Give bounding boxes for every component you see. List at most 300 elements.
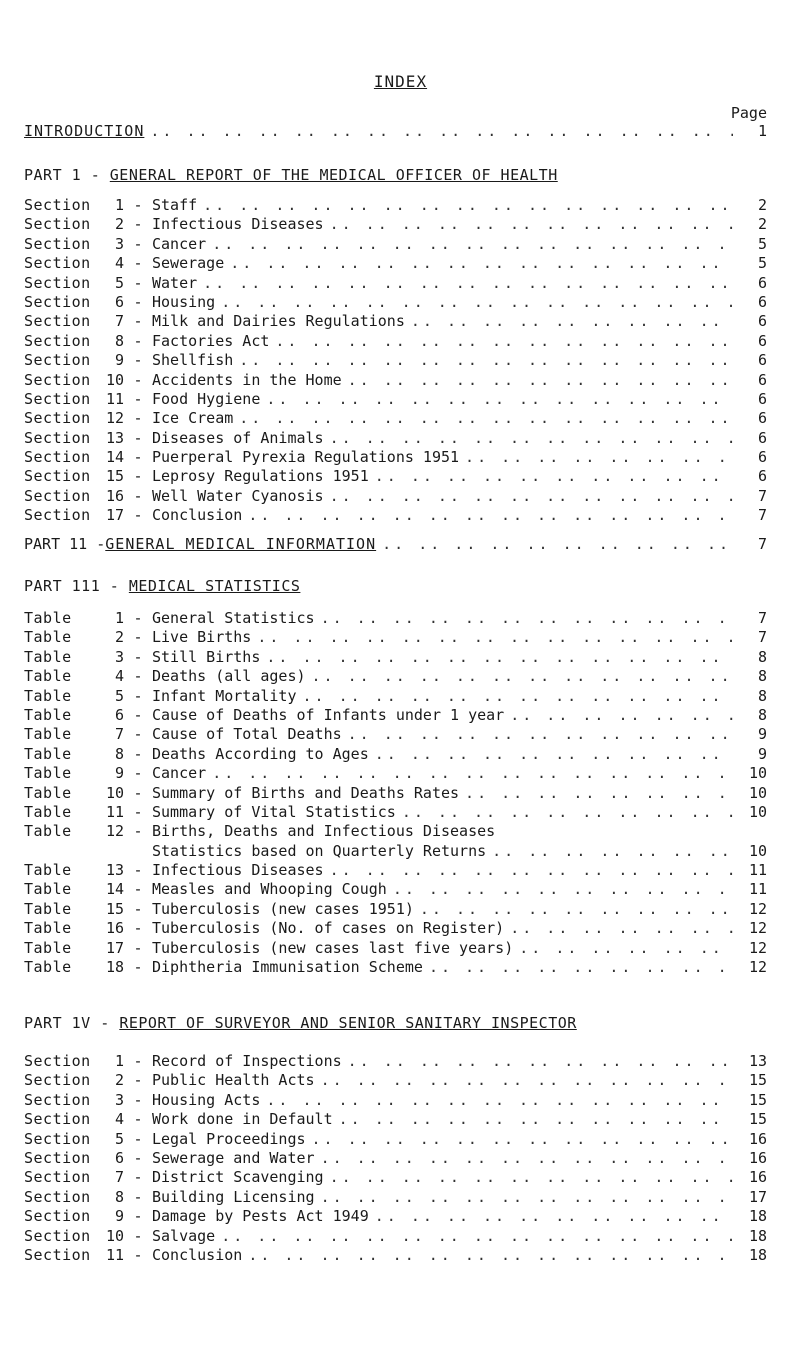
entry-page: 2	[757, 196, 767, 214]
entry-title: Sewerage	[152, 254, 225, 273]
part2-heading	[24, 535, 767, 557]
index-entry	[24, 215, 767, 234]
entry-title: Summary of Vital Statistics	[152, 802, 396, 821]
entry-title: Ice Cream	[152, 409, 234, 428]
entry-number: 8	[114, 744, 124, 763]
part4-heading	[24, 1014, 577, 1032]
index-entry	[24, 1246, 767, 1265]
entry-title: Conclusion	[152, 1245, 243, 1264]
index-entry	[24, 196, 767, 215]
entry-kind: Table	[24, 802, 72, 821]
entry-dash: -	[133, 486, 143, 505]
entry-kind: Section	[24, 234, 91, 253]
entry-number: 11	[105, 389, 124, 408]
entry-page: 10	[748, 802, 767, 821]
part1-list	[24, 196, 767, 526]
entry-dash: -	[133, 958, 143, 977]
entry-kind: Table	[24, 919, 72, 938]
entry-dash: -	[133, 880, 143, 899]
part2-heading-title: GENERAL MEDICAL INFORMATION	[105, 535, 377, 553]
entry-kind: Section	[24, 486, 91, 505]
entry-kind: Table	[24, 628, 72, 647]
entry-kind: Section	[24, 389, 91, 408]
entry-title: Tuberculosis (No. of cases on Register)	[152, 919, 505, 938]
entry-number: 7	[114, 725, 124, 744]
entry-dash: -	[133, 389, 143, 408]
entry-dash: -	[133, 467, 143, 486]
index-entry	[24, 861, 767, 880]
dot-leader	[324, 429, 733, 448]
entry-page: 16	[748, 1148, 767, 1167]
entry-number: 16	[105, 486, 124, 505]
entry-title: Summary of Births and Deaths Rates	[152, 783, 460, 802]
index-entry	[24, 822, 767, 841]
dot-leader	[215, 293, 733, 312]
entry-title: Staff	[152, 196, 198, 214]
entry-title: Leprosy Regulations 1951	[152, 467, 369, 486]
entry-title: Deaths According to Ages	[152, 744, 369, 763]
entry-page: 7	[757, 486, 767, 505]
entry-kind: Section	[24, 1110, 91, 1129]
dot-leader	[224, 254, 733, 273]
entry-number: 5	[114, 686, 124, 705]
entry-kind: Table	[24, 958, 72, 977]
entry-dash: -	[133, 351, 143, 370]
part2-page: 7	[757, 535, 767, 553]
entry-dash: -	[133, 370, 143, 389]
entry-number: 4	[114, 667, 124, 686]
entry-page: 5	[757, 254, 767, 273]
index-entry	[24, 803, 767, 822]
entry-dash: -	[133, 1148, 143, 1167]
entry-title: Housing Acts	[152, 1090, 261, 1109]
entry-kind: Section	[24, 1187, 91, 1206]
part3-heading-prefix: PART 111 -	[24, 577, 129, 595]
entry-title: Work done in Default	[152, 1110, 333, 1129]
index-entry	[24, 1207, 767, 1226]
entry-title: Record of Inspections	[152, 1052, 342, 1070]
dot-leader	[504, 706, 733, 725]
entry-page: 12	[748, 919, 767, 938]
entry-dash: -	[133, 312, 143, 331]
index-entry	[24, 784, 767, 803]
entry-title: Shellfish	[152, 351, 234, 370]
dot-leader	[260, 648, 733, 667]
entry-kind: Section	[24, 196, 91, 214]
dot-leader	[324, 1168, 733, 1187]
dot-leader	[233, 409, 733, 428]
index-entry	[24, 332, 767, 351]
entry-kind: Table	[24, 725, 72, 744]
entry-page: 13	[748, 1052, 767, 1070]
entry-kind: Section	[24, 1071, 91, 1090]
entry-title-continued: Statistics based on Quarterly Returns	[152, 841, 487, 860]
dot-leader	[387, 880, 733, 899]
entry-number: 11	[105, 802, 124, 821]
index-entry	[24, 725, 767, 744]
index-entry	[24, 628, 767, 647]
entry-kind: Section	[24, 409, 91, 428]
entry-title: Legal Proceedings	[152, 1129, 306, 1148]
entry-page: 6	[757, 273, 767, 292]
entry-kind: Table	[24, 764, 72, 783]
dot-leader	[251, 628, 733, 647]
entry-kind: Table	[24, 783, 72, 802]
dot-leader	[369, 745, 733, 764]
entry-kind: Table	[24, 822, 72, 841]
entry-page: 8	[757, 647, 767, 666]
entry-title: Infectious Diseases	[152, 861, 324, 880]
entry-title: Deaths (all ages)	[152, 667, 306, 686]
dot-leader	[324, 215, 733, 234]
dot-leader	[315, 1188, 733, 1207]
entry-kind: Table	[24, 880, 72, 899]
index-entry	[24, 764, 767, 783]
entry-page: 6	[757, 312, 767, 331]
dot-leader	[504, 919, 733, 938]
index-entry	[24, 1130, 767, 1149]
entry-page: 8	[757, 686, 767, 705]
entry-kind: Table	[24, 899, 72, 918]
entry-page: 7	[757, 609, 767, 627]
dot-leader	[197, 274, 733, 293]
entry-title: Cancer	[152, 234, 207, 253]
entry-title: Well Water Cyanosis	[152, 486, 324, 505]
part1-heading-prefix: PART 1 -	[24, 166, 110, 184]
entry-number: 1	[114, 1052, 124, 1070]
entry-title: Damage by Pests Act 1949	[152, 1207, 369, 1226]
entry-dash: -	[133, 1168, 143, 1187]
entry-number: 17	[105, 506, 124, 525]
index-entry	[24, 274, 767, 293]
entry-title: Factories Act	[152, 331, 270, 350]
index-entry	[24, 293, 767, 312]
entry-kind: Table	[24, 744, 72, 763]
entry-page: 6	[757, 448, 767, 467]
entry-kind: Section	[24, 1207, 91, 1226]
dot-leader	[342, 725, 733, 744]
entry-page: 10	[748, 783, 767, 802]
entry-number: 10	[105, 783, 124, 802]
dot-leader	[206, 235, 733, 254]
entry-page: 12	[748, 899, 767, 918]
entry-number: 2	[114, 628, 124, 647]
entry-dash: -	[133, 705, 143, 724]
entry-number: 3	[114, 1090, 124, 1109]
entry-number: 14	[105, 880, 124, 899]
dot-leader	[215, 1227, 733, 1246]
part3-list	[24, 609, 767, 977]
dot-leader	[459, 448, 733, 467]
entry-page: 18	[748, 1226, 767, 1245]
index-entry-continued	[24, 842, 767, 861]
entry-number: 6	[114, 705, 124, 724]
entry-page: 6	[757, 467, 767, 486]
entry-title: Infant Mortality	[152, 686, 297, 705]
entry-page: 18	[748, 1245, 767, 1264]
entry-title: Cause of Deaths of Infants under 1 year	[152, 705, 505, 724]
dot-leader	[315, 609, 733, 628]
entry-title: Housing	[152, 292, 216, 311]
entry-page: 7	[757, 506, 767, 525]
entry-dash: -	[133, 783, 143, 802]
entry-page: 9	[757, 725, 767, 744]
entry-kind: Section	[24, 1168, 91, 1187]
entry-title: General Statistics	[152, 609, 315, 627]
entry-number: 3	[114, 234, 124, 253]
entry-kind: Table	[24, 705, 72, 724]
entry-dash: -	[133, 428, 143, 447]
part3-heading-title: MEDICAL STATISTICS	[128, 577, 301, 595]
entry-kind: Section	[24, 331, 91, 350]
entry-title: Cancer	[152, 764, 207, 783]
entry-number: 12	[105, 409, 124, 428]
entry-kind: Section	[24, 312, 91, 331]
entry-kind: Section	[24, 467, 91, 486]
entry-page: 2	[757, 215, 767, 234]
part1-heading	[24, 166, 558, 184]
dot-leader	[324, 861, 733, 880]
entry-dash: -	[133, 1110, 143, 1129]
entry-page: 16	[748, 1129, 767, 1148]
dot-leader	[306, 667, 733, 686]
dot-leader	[405, 312, 733, 331]
entry-number: 3	[114, 647, 124, 666]
entry-title: Salvage	[152, 1226, 216, 1245]
entry-title: Tuberculosis (new cases last five years)	[152, 938, 514, 957]
entry-kind: Section	[24, 1129, 91, 1148]
entry-dash: -	[133, 647, 143, 666]
part4-heading-title: REPORT OF SURVEYOR AND SENIOR SANITARY INSPECTOR	[119, 1014, 577, 1032]
entry-number: 4	[114, 254, 124, 273]
index-entry	[24, 1227, 767, 1246]
entry-title: Births, Deaths and Infectious Diseases	[152, 822, 496, 841]
index-entry	[24, 939, 767, 958]
entry-title: Diphtheria Immunisation Scheme	[152, 958, 423, 977]
entry-dash: -	[133, 938, 143, 957]
entry-number: 14	[105, 448, 124, 467]
dot-leader	[333, 1110, 733, 1129]
dot-leader	[414, 900, 733, 919]
entry-title: Still Births	[152, 647, 261, 666]
entry-number: 13	[105, 861, 124, 880]
dot-leader	[376, 535, 733, 557]
entry-kind: Section	[24, 370, 91, 389]
dot-leader	[369, 1207, 733, 1226]
entry-page: 8	[757, 667, 767, 686]
entry-kind: Table	[24, 667, 72, 686]
entry-number: 12	[105, 822, 124, 841]
entry-page: 6	[757, 389, 767, 408]
dot-leader	[324, 487, 733, 506]
entry-number: 18	[105, 958, 124, 977]
entry-kind: Section	[24, 1090, 91, 1109]
index-entry	[24, 254, 767, 273]
entry-dash: -	[133, 1245, 143, 1264]
dot-leader	[233, 351, 733, 370]
entry-title: Measles and Whooping Cough	[152, 880, 387, 899]
dot-leader	[423, 958, 733, 977]
entry-dash: -	[133, 273, 143, 292]
dot-leader	[197, 196, 733, 215]
entry-number: 4	[114, 1110, 124, 1129]
index-entry	[24, 1110, 767, 1129]
part4-heading-prefix: PART 1V -	[24, 1014, 120, 1032]
entry-number: 9	[114, 764, 124, 783]
dot-leader	[396, 803, 733, 822]
entry-number: 1	[114, 609, 124, 627]
entry-title: Diseases of Animals	[152, 428, 324, 447]
entry-title: Tuberculosis (new cases 1951)	[152, 899, 414, 918]
entry-dash: -	[133, 196, 143, 214]
entry-page: 8	[757, 705, 767, 724]
index-entry	[24, 371, 767, 390]
dot-leader	[242, 1246, 733, 1265]
dot-leader	[369, 467, 733, 486]
entry-kind: Section	[24, 292, 91, 311]
entry-kind: Table	[24, 938, 72, 957]
entry-number: 2	[114, 215, 124, 234]
entry-number: 8	[114, 1187, 124, 1206]
entry-dash: -	[133, 331, 143, 350]
index-entry	[24, 706, 767, 725]
index-entry	[24, 1188, 767, 1207]
index-entry	[24, 448, 767, 467]
part4-list	[24, 1052, 767, 1265]
entry-title: Conclusion	[152, 506, 243, 525]
dot-leader	[269, 332, 733, 351]
entry-page: 15	[748, 1110, 767, 1129]
index-entry	[24, 687, 767, 706]
entry-page: 15	[748, 1090, 767, 1109]
index-entry	[24, 487, 767, 506]
entry-kind: Table	[24, 609, 72, 627]
dot-leader	[486, 842, 733, 861]
part3-heading	[24, 577, 300, 595]
index-entry	[24, 745, 767, 764]
entry-dash: -	[133, 725, 143, 744]
dot-leader	[144, 122, 733, 144]
entry-number: 17	[105, 938, 124, 957]
index-entry	[24, 958, 767, 977]
intro-entry	[24, 122, 767, 144]
entry-kind: Section	[24, 1226, 91, 1245]
entry-dash: -	[133, 409, 143, 428]
index-entry	[24, 390, 767, 409]
index-entry	[24, 609, 767, 628]
entry-dash: -	[133, 1071, 143, 1090]
entry-dash: -	[133, 861, 143, 880]
intro-label: INTRODUCTION	[24, 122, 145, 140]
entry-dash: -	[133, 292, 143, 311]
index-entry	[24, 1052, 767, 1071]
index-entry	[24, 1091, 767, 1110]
entry-page: 16	[748, 1168, 767, 1187]
entry-number: 15	[105, 899, 124, 918]
dot-leader	[260, 1091, 733, 1110]
entry-dash: -	[133, 764, 143, 783]
entry-page: 10	[748, 841, 767, 860]
entry-page: 6	[757, 370, 767, 389]
entry-page: 6	[757, 428, 767, 447]
entry-dash: -	[133, 234, 143, 253]
entry-title: Live Births	[152, 628, 252, 647]
entry-number: 9	[114, 1207, 124, 1226]
entry-kind: Section	[24, 254, 91, 273]
dot-leader	[315, 1149, 733, 1168]
entry-dash: -	[133, 686, 143, 705]
index-entry	[24, 506, 767, 525]
entry-dash: -	[133, 1052, 143, 1070]
index-entry	[24, 919, 767, 938]
entry-page: 12	[748, 958, 767, 977]
entry-page: 15	[748, 1071, 767, 1090]
entry-title: Water	[152, 273, 198, 292]
index-entry	[24, 1168, 767, 1187]
entry-dash: -	[133, 1129, 143, 1148]
entry-kind: Section	[24, 215, 91, 234]
dot-leader	[306, 1130, 733, 1149]
entry-title: Building Licensing	[152, 1187, 315, 1206]
entry-dash: -	[133, 1090, 143, 1109]
entry-number: 13	[105, 428, 124, 447]
entry-dash: -	[133, 802, 143, 821]
entry-title: Milk and Dairies Regulations	[152, 312, 405, 331]
entry-number: 8	[114, 331, 124, 350]
index-entry	[24, 648, 767, 667]
entry-dash: -	[133, 822, 143, 841]
entry-number: 16	[105, 919, 124, 938]
index-entry	[24, 1071, 767, 1090]
entry-number: 5	[114, 1129, 124, 1148]
entry-page: 5	[757, 234, 767, 253]
entry-number: 7	[114, 1168, 124, 1187]
entry-kind: Section	[24, 1245, 91, 1264]
entry-number: 6	[114, 292, 124, 311]
index-entry	[24, 880, 767, 899]
entry-title: Puerperal Pyrexia Regulations 1951	[152, 448, 460, 467]
entry-dash: -	[133, 1226, 143, 1245]
entry-kind: Section	[24, 273, 91, 292]
index-entry	[24, 312, 767, 331]
entry-kind: Table	[24, 647, 72, 666]
entry-kind: Table	[24, 686, 72, 705]
entry-number: 7	[114, 312, 124, 331]
index-entry	[24, 235, 767, 254]
entry-dash: -	[133, 254, 143, 273]
entry-number: 6	[114, 1148, 124, 1167]
entry-page: 9	[757, 744, 767, 763]
index-entry	[24, 429, 767, 448]
dot-leader	[342, 371, 733, 390]
entry-page: 6	[757, 409, 767, 428]
dot-leader	[315, 1071, 733, 1090]
index-entry	[24, 467, 767, 486]
entry-title: Sewerage and Water	[152, 1148, 315, 1167]
entry-number: 15	[105, 467, 124, 486]
entry-page: 6	[757, 351, 767, 370]
entry-dash: -	[133, 215, 143, 234]
entry-title: District Scavenging	[152, 1168, 324, 1187]
index-entry	[24, 351, 767, 370]
dot-leader	[260, 390, 733, 409]
entry-page: 6	[757, 331, 767, 350]
entry-page: 12	[748, 938, 767, 957]
entry-title: Food Hygiene	[152, 389, 261, 408]
index-entry	[24, 900, 767, 919]
entry-dash: -	[133, 744, 143, 763]
entry-number: 5	[114, 273, 124, 292]
